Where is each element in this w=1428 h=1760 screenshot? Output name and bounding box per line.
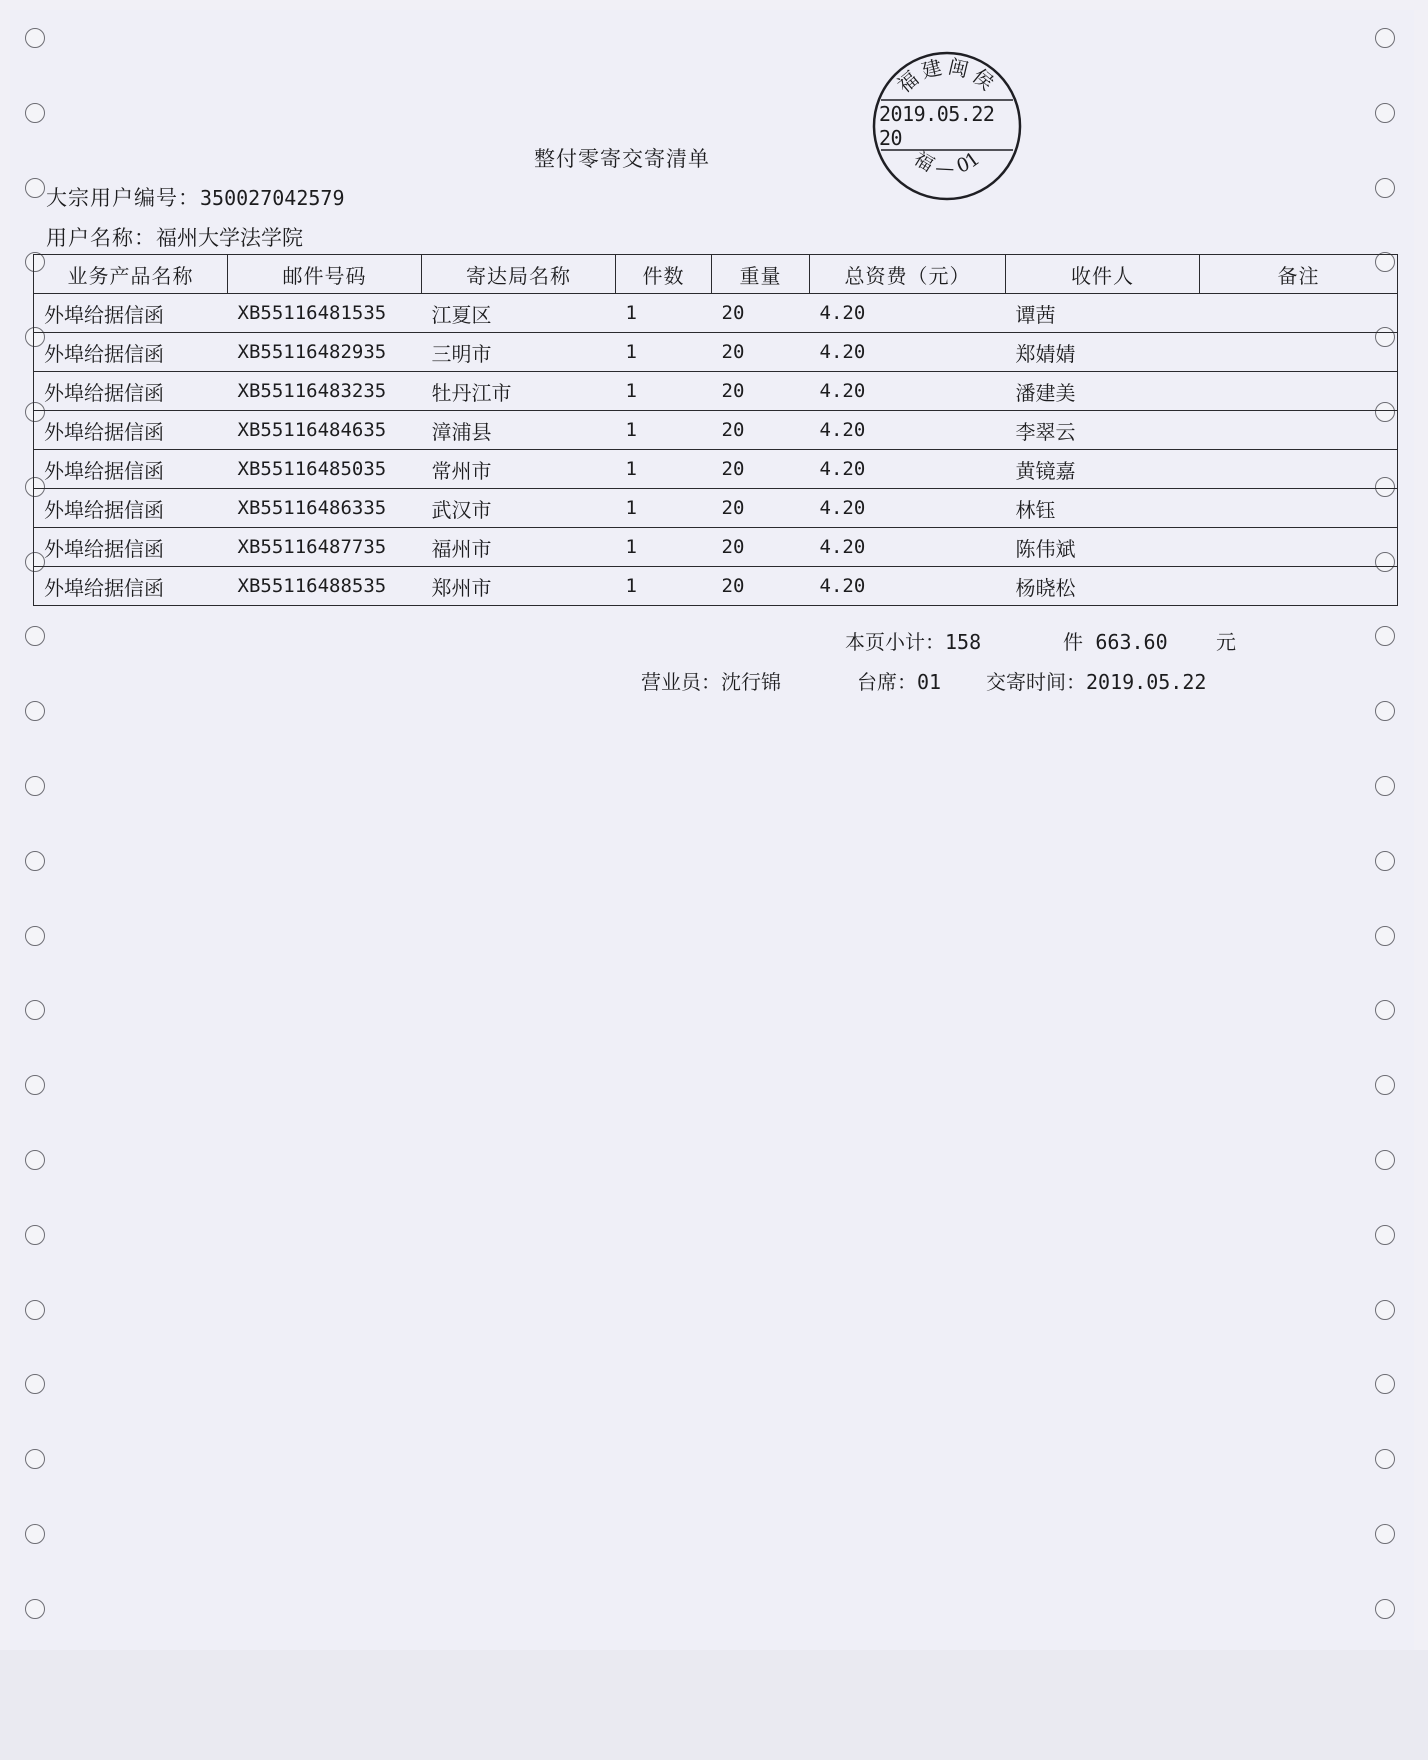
weight-cell: 20 — [712, 294, 810, 333]
feed-hole — [25, 1300, 45, 1320]
clerk-label: 营业员： — [641, 670, 721, 694]
product-cell: 外埠给据信函 — [34, 489, 228, 528]
fee-cell: 4.20 — [810, 450, 1006, 489]
feed-hole — [1375, 1599, 1395, 1619]
fee-cell: 4.20 — [810, 528, 1006, 567]
table-row — [34, 528, 1398, 567]
mail-number-cell: XB55116487735 — [228, 528, 422, 567]
remark-cell — [1200, 411, 1398, 450]
destination-cell: 武汉市 — [422, 489, 616, 528]
destination-cell: 福州市 — [422, 528, 616, 567]
customer-id-line — [46, 182, 345, 212]
mail-number-cell: XB55116481535 — [228, 294, 422, 333]
fee-cell: 4.20 — [810, 489, 1006, 528]
table-row — [34, 372, 1398, 411]
count-unit: 件 — [1063, 630, 1083, 654]
mail-number-cell: XB55116488535 — [228, 567, 422, 606]
remark-cell — [1200, 333, 1398, 372]
table-row — [34, 294, 1398, 333]
remark-cell — [1200, 294, 1398, 333]
postmark-date: 2019.05.22 20 — [879, 102, 995, 150]
count-cell: 1 — [616, 294, 712, 333]
remark-cell — [1200, 528, 1398, 567]
weight-cell: 20 — [712, 489, 810, 528]
count-cell: 1 — [616, 333, 712, 372]
feed-hole — [1375, 776, 1395, 796]
weight-cell: 20 — [712, 567, 810, 606]
feed-hole — [25, 776, 45, 796]
fee-cell: 4.20 — [810, 372, 1006, 411]
count-cell: 1 — [616, 411, 712, 450]
destination-cell: 漳浦县 — [422, 411, 616, 450]
destination-cell: 三明市 — [422, 333, 616, 372]
mailing-time: 2019.05.22 — [1086, 670, 1207, 694]
feed-hole — [25, 1225, 45, 1245]
feed-hole — [1375, 1300, 1395, 1320]
product-cell: 外埠给据信函 — [34, 528, 228, 567]
destination-cell: 江夏区 — [422, 294, 616, 333]
mail-number-cell: XB55116482935 — [228, 333, 422, 372]
mail-list-table — [33, 254, 1398, 606]
column-header: 重量 — [712, 255, 810, 294]
svg-text:福建闽侯 — [892, 54, 1001, 97]
feed-hole — [1375, 1150, 1395, 1170]
product-cell: 外埠给据信函 — [34, 450, 228, 489]
fee-cell: 4.20 — [810, 294, 1006, 333]
column-header: 总资费（元） — [810, 255, 1006, 294]
table-row — [34, 333, 1398, 372]
feed-hole — [25, 28, 45, 48]
mail-number-cell: XB55116485035 — [228, 450, 422, 489]
count-cell: 1 — [616, 450, 712, 489]
clerk-name: 沈行锦 — [721, 670, 781, 694]
table-row — [34, 411, 1398, 450]
column-header: 寄达局名称 — [422, 255, 616, 294]
count-cell: 1 — [616, 489, 712, 528]
table-row — [34, 489, 1398, 528]
table-header-row — [34, 255, 1398, 294]
customer-name: 福州大学法学院 — [156, 226, 303, 250]
mail-number-cell: XB55116483235 — [228, 372, 422, 411]
feed-hole — [25, 926, 45, 946]
feed-hole — [1375, 178, 1395, 198]
destination-cell: 常州市 — [422, 450, 616, 489]
recipient-cell: 林钰 — [1006, 489, 1200, 528]
customer-name-line — [46, 222, 303, 252]
document-title: 整付零寄交寄清单 — [534, 147, 710, 171]
remark-cell — [1200, 567, 1398, 606]
count-cell: 1 — [616, 372, 712, 411]
feed-hole — [25, 1599, 45, 1619]
counter-number: 01 — [917, 670, 942, 694]
counter-group — [857, 666, 941, 695]
column-header: 业务产品名称 — [34, 255, 228, 294]
fee-cell: 4.20 — [810, 411, 1006, 450]
fee-cell: 4.20 — [810, 333, 1006, 372]
product-cell: 外埠给据信函 — [34, 294, 228, 333]
column-header: 邮件号码 — [228, 255, 422, 294]
mail-number-cell: XB55116486335 — [228, 489, 422, 528]
count-cell: 1 — [616, 567, 712, 606]
customer-id: 350027042579 — [200, 186, 345, 210]
feed-hole — [1375, 926, 1395, 946]
weight-cell: 20 — [712, 372, 810, 411]
recipient-cell: 黄镜嘉 — [1006, 450, 1200, 489]
recipient-cell: 陈伟斌 — [1006, 528, 1200, 567]
feed-hole — [25, 103, 45, 123]
time-group — [986, 666, 1206, 695]
mail-number-cell: XB55116484635 — [228, 411, 422, 450]
paper-edge-strip — [0, 1650, 1428, 1760]
recipient-cell: 谭茜 — [1006, 294, 1200, 333]
feed-hole — [1375, 1225, 1395, 1245]
counter-label: 台席： — [857, 670, 917, 694]
subtotal-amount: 663.60 — [1095, 630, 1168, 654]
recipient-cell: 郑婧婧 — [1006, 333, 1200, 372]
column-header: 备注 — [1200, 255, 1398, 294]
clerk-group — [641, 666, 781, 695]
count-cell: 1 — [616, 528, 712, 567]
feed-hole — [1375, 103, 1395, 123]
column-header: 件数 — [616, 255, 712, 294]
product-cell: 外埠给据信函 — [34, 567, 228, 606]
product-cell: 外埠给据信函 — [34, 411, 228, 450]
fee-cell: 4.20 — [810, 567, 1006, 606]
product-cell: 外埠给据信函 — [34, 372, 228, 411]
remark-cell — [1200, 489, 1398, 528]
weight-cell: 20 — [712, 333, 810, 372]
customer-name-label: 用户名称： — [46, 226, 156, 250]
svg-text:福 — 01 — [910, 147, 984, 179]
feed-hole — [1375, 1524, 1395, 1544]
table-row — [34, 567, 1398, 606]
recipient-cell: 杨晓松 — [1006, 567, 1200, 606]
postmark-top-text: 福建闽侯 — [892, 54, 1002, 98]
time-label: 交寄时间： — [986, 670, 1086, 694]
remark-cell — [1200, 450, 1398, 489]
feed-hole — [25, 1150, 45, 1170]
feed-hole — [25, 1524, 45, 1544]
feed-hole — [25, 851, 45, 871]
subtotal-count: 158 — [945, 630, 982, 654]
column-header: 收件人 — [1006, 255, 1200, 294]
subtotal-count-group — [845, 626, 981, 655]
table-row — [34, 450, 1398, 489]
feed-hole — [1375, 28, 1395, 48]
weight-cell: 20 — [712, 450, 810, 489]
feed-hole — [1375, 851, 1395, 871]
customer-id-label: 大宗用户编号： — [46, 186, 200, 210]
weight-cell: 20 — [712, 528, 810, 567]
amount-unit: 元 — [1216, 630, 1236, 654]
product-cell: 外埠给据信函 — [34, 333, 228, 372]
subtotal-amount-group — [1063, 626, 1168, 655]
postmark-bottom-text: 福 — 01 — [910, 147, 985, 180]
recipient-cell: 潘建美 — [1006, 372, 1200, 411]
recipient-cell: 李翠云 — [1006, 411, 1200, 450]
postmark-stamp — [871, 50, 1023, 202]
feed-hole — [25, 178, 45, 198]
subtotal-label: 本页小计： — [845, 630, 945, 654]
destination-cell: 郑州市 — [422, 567, 616, 606]
remark-cell — [1200, 372, 1398, 411]
destination-cell: 牡丹江市 — [422, 372, 616, 411]
weight-cell: 20 — [712, 411, 810, 450]
